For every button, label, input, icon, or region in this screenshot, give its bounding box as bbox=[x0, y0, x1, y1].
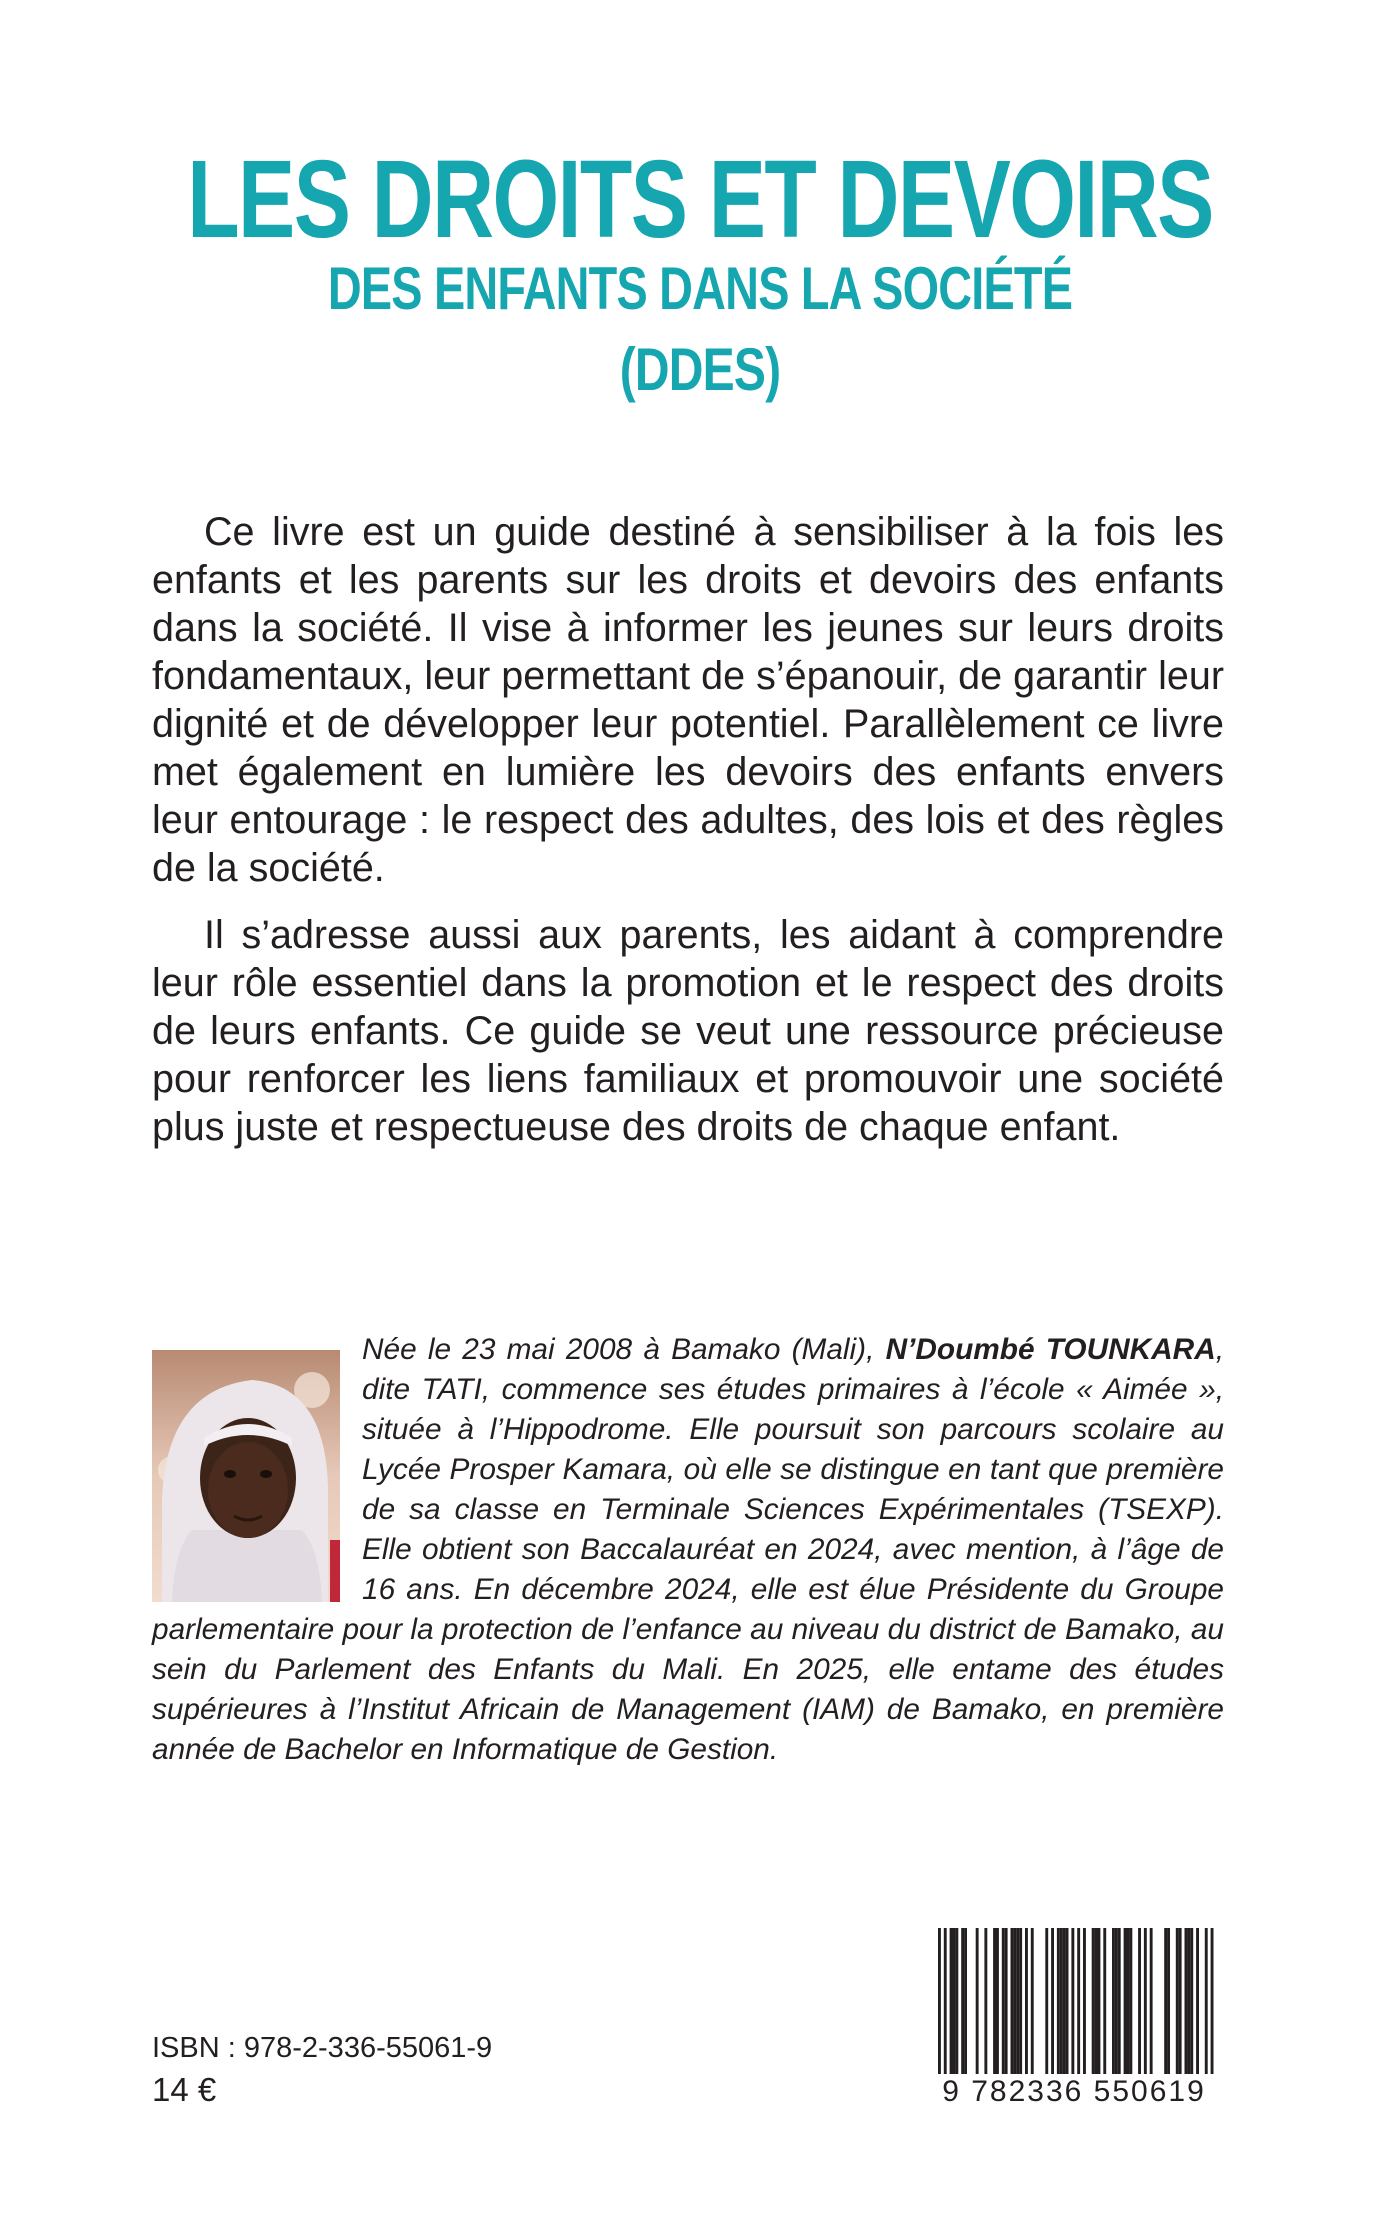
barcode-bar bbox=[1150, 1928, 1153, 2076]
author-photo bbox=[152, 1350, 340, 1602]
price-text: 14 € bbox=[152, 2071, 217, 2108]
barcode-bar bbox=[1005, 1928, 1008, 2076]
barcode-bar bbox=[996, 1928, 999, 2076]
barcode-bar bbox=[1045, 1928, 1048, 2076]
barcode-bar bbox=[1051, 1928, 1054, 2076]
barcode-bar bbox=[1063, 1928, 1066, 2076]
summary-paragraph-2: Il s’adresse aussi aux parents, les aidant à comprendre leur rôle essentiel dans la promotion et le respect des droits de leurs enfants. Ce guide se veut une ressource précieuse pour renforcer les liens familiaux et promouvoir une société plus juste et respectueuse des droits de chaque enfant. bbox=[152, 913, 1224, 1149]
title-line-2: DES ENFANTS DANS LA SOCIÉTÉ bbox=[327, 255, 1073, 322]
barcode-bar bbox=[1025, 1928, 1028, 2076]
barcode-bar bbox=[955, 1928, 958, 2076]
author-bio-intro: Née le 23 mai 2008 à Bamako (Mali), bbox=[362, 1333, 886, 1366]
barcode-bar bbox=[1002, 1928, 1005, 2076]
barcode-bar bbox=[1031, 1928, 1034, 2076]
barcode-bar bbox=[1196, 1928, 1199, 2076]
barcode-bar bbox=[1187, 1928, 1190, 2076]
barcode-bar bbox=[1144, 1928, 1147, 2076]
barcode-bar bbox=[976, 1928, 979, 2076]
barcode-bar bbox=[984, 1928, 987, 2076]
isbn-text: ISBN : 978-2-336-55061-9 bbox=[152, 2032, 493, 2064]
barcode-bar bbox=[1098, 1928, 1101, 2076]
barcode-bar bbox=[1190, 1928, 1193, 2076]
barcode-bar bbox=[1092, 1928, 1095, 2076]
barcode-bar bbox=[1060, 1928, 1063, 2076]
book-summary bbox=[152, 508, 1224, 1170]
barcode-bar bbox=[993, 1928, 996, 2076]
barcode-bar bbox=[1167, 1928, 1170, 2076]
barcode-bar bbox=[1057, 1928, 1060, 2076]
barcode-bar bbox=[1011, 1928, 1014, 2076]
barcode-bar bbox=[1118, 1928, 1121, 2076]
author-name: N’Doumbé TOUNKARA bbox=[885, 1333, 1216, 1366]
barcode-bar bbox=[964, 1928, 967, 2076]
barcode-bar bbox=[1185, 1928, 1188, 2076]
barcode-bar bbox=[1112, 1928, 1115, 2076]
barcode-bar bbox=[1103, 1928, 1106, 2076]
barcode-bar bbox=[1127, 1928, 1130, 2076]
barcode-digits: 9 782336 550619 bbox=[916, 2074, 1232, 2110]
barcode-bar bbox=[1179, 1928, 1182, 2076]
barcode-bar bbox=[1124, 1928, 1127, 2076]
barcode-bar bbox=[1164, 1928, 1167, 2076]
title-line-1: LES DROITS ET DEVOIRS bbox=[187, 138, 1213, 261]
barcode-bar bbox=[1138, 1928, 1141, 2076]
barcode-bar bbox=[1019, 1928, 1022, 2076]
barcode-bar bbox=[1013, 1928, 1016, 2076]
author-portrait-image bbox=[152, 1350, 340, 1602]
barcode-bar bbox=[1016, 1928, 1019, 2076]
barcode-bar bbox=[953, 1928, 956, 2076]
barcode-bar bbox=[950, 1928, 953, 2076]
book-title bbox=[0, 140, 1400, 412]
barcode-bar bbox=[1083, 1928, 1086, 2076]
barcode-bar bbox=[1066, 1928, 1069, 2076]
title-line-3: (DDES) bbox=[619, 336, 781, 403]
barcode-bar bbox=[961, 1928, 964, 2076]
author-bio-body: , dite TATI, commence ses études primaires à l’école « Aimée », située à l’Hippodrome. Elle poursuit son parcours scolaire au Lycée Prosper Kamara, où elle se distingue en tant que première de sa classe en Terminale Sciences Expérimentales (TSEXP). Elle obtient son Baccalauréat en 2024, avec mention, à l’âge de 16 ans. En décembre 2024, elle est élue Présidente du Groupe parlementaire pour la protection de l’enfance au niveau du district de Bamako, au sein du Parlement des Enfants du Mali. En 2025, elle entame des études supérieures à l’Institut Africain de Management (IAM) de Bamako, en première année de Bachelor en Informatique de Gestion. bbox=[152, 1333, 1224, 1766]
barcode-bar bbox=[1176, 1928, 1179, 2076]
author-bio bbox=[152, 1330, 1224, 1770]
barcode-bar bbox=[1129, 1928, 1132, 2076]
barcode-bar bbox=[1095, 1928, 1098, 2076]
barcode-bar bbox=[1115, 1928, 1118, 2076]
summary-paragraph-1: Ce livre est un guide destiné à sensibiliser à la fois les enfants et les parents sur les droits et devoirs des enfants dans la société. Il vise à informer les jeunes sur leurs droits fondamentaux, leur permettant de s’épanouir, de garantir leur dignité et de développer leur potentiel. Parallèlement ce livre met également en lumière les devoirs des enfants envers leur entourage : le respect des adultes, des lois et des règles de la société. bbox=[152, 510, 1224, 890]
